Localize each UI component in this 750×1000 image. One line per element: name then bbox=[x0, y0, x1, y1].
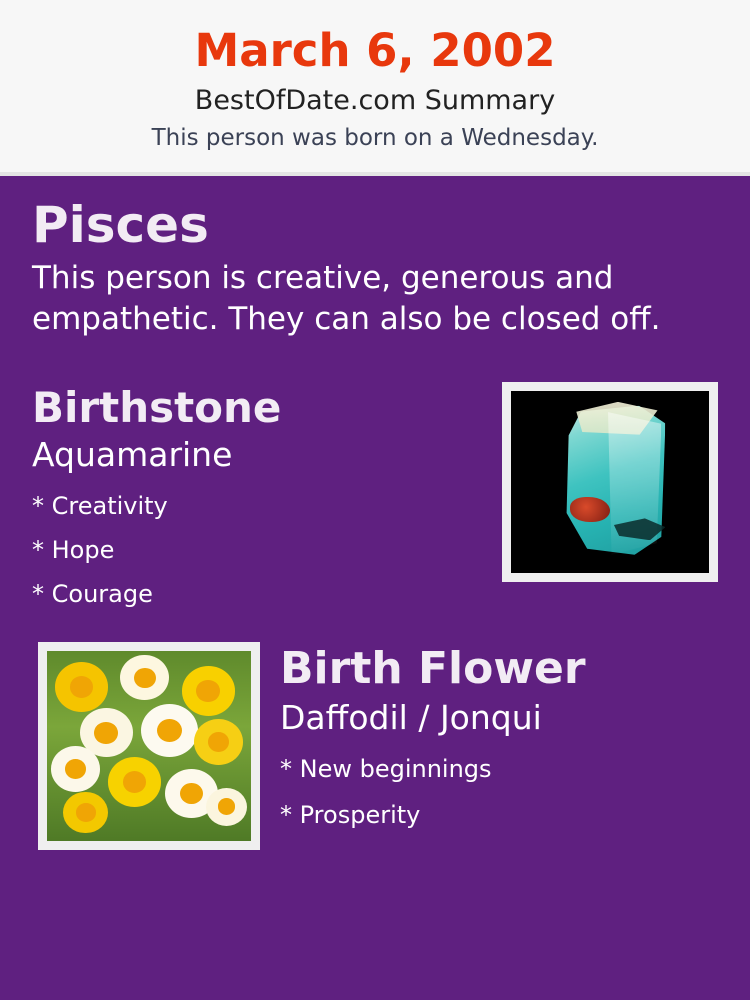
aquamarine-crystal-photo bbox=[511, 391, 709, 573]
birthstone-title: Birthstone bbox=[32, 383, 282, 432]
birthstone-section bbox=[32, 382, 718, 616]
birthstone-image-frame bbox=[502, 382, 718, 582]
flower-bloom bbox=[120, 655, 169, 701]
birthstone-trait: * Hope bbox=[32, 536, 115, 564]
birthstone-name: Aquamarine bbox=[32, 435, 233, 474]
flower-bloom bbox=[182, 666, 235, 715]
birth-flower-trait: * New beginnings bbox=[280, 755, 492, 783]
birth-flower-text bbox=[280, 642, 718, 838]
flower-image-frame bbox=[38, 642, 260, 850]
zodiac-sign-name: Pisces bbox=[32, 196, 209, 254]
born-day-text: This person was born on a Wednesday. bbox=[151, 125, 599, 151]
birthstone-trait: * Courage bbox=[32, 580, 153, 608]
birth-flower-trait: * Prosperity bbox=[280, 801, 421, 829]
flower-bloom bbox=[141, 704, 198, 757]
flower-bloom bbox=[194, 719, 243, 765]
flower-bloom bbox=[108, 757, 161, 806]
flower-bloom bbox=[55, 662, 108, 711]
content-body bbox=[0, 176, 750, 857]
birthstone-text bbox=[32, 382, 462, 616]
birthstone-trait: * Creativity bbox=[32, 492, 168, 520]
zodiac-description: This person is creative, generous and empathetic. They can also be closed off. bbox=[32, 260, 661, 337]
page-title: March 6, 2002 bbox=[194, 24, 556, 77]
flower-bloom bbox=[51, 746, 100, 792]
flower-bloom bbox=[206, 788, 247, 826]
site-subtitle: BestOfDate.com Summary bbox=[194, 85, 556, 116]
birth-flower-title: Birth Flower bbox=[280, 643, 586, 694]
flower-bloom bbox=[63, 792, 108, 834]
birth-flower-name: Daffodil / Jonqui bbox=[280, 698, 542, 737]
daffodil-flowers-photo bbox=[47, 651, 251, 841]
birth-flower-section bbox=[32, 642, 718, 857]
crystal-inclusion-red bbox=[570, 497, 610, 522]
zodiac-section bbox=[32, 194, 718, 340]
header bbox=[0, 0, 750, 176]
